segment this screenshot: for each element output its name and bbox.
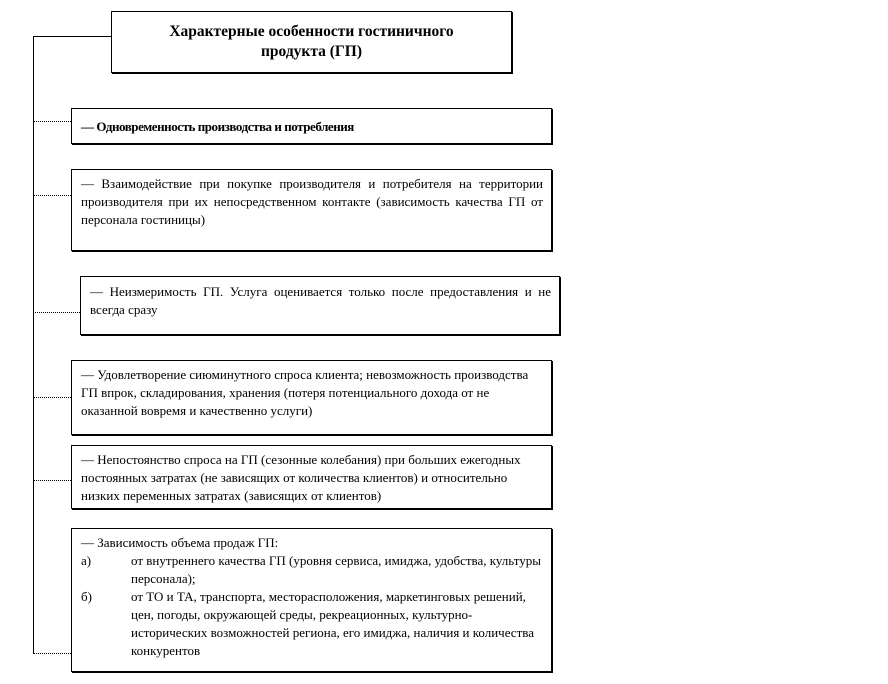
- feature-text: — Неизмеримость ГП. Услуга оценивается только после предоставления и не всегда сразу: [90, 284, 551, 317]
- feature-box-interaction: [71, 169, 552, 251]
- feature-box-sales-dependence: [71, 528, 552, 672]
- feature-box-perishability: [71, 360, 552, 435]
- connector-item-5: [33, 480, 71, 481]
- feature-box-intangibility: [80, 276, 560, 335]
- connector-item-2: [33, 195, 71, 196]
- sub-item-marker: б): [81, 589, 92, 604]
- feature-text: — Одновременность производства и потребления: [81, 119, 354, 134]
- sub-item-text: от внутреннего качества ГП (уровня сервиса, имиджа, удобства, культуры персонала);: [131, 553, 541, 586]
- feature-text: — Удовлетворение сиюминутного спроса клиента; невозможность производства ГП впрок, складирования, хранения (потеря потенциального дохода от не оказанной вовремя и качественно услуги): [81, 367, 529, 418]
- connector-item-6: [33, 653, 71, 654]
- connector-trunk: [33, 36, 34, 653]
- sub-item-marker: а): [81, 553, 92, 568]
- sub-item-b: [81, 588, 543, 660]
- feature-text: — Взаимодействие при покупке производителя и потребителя на территории производителя при их непосредственном контакте (зависимость качества ГП от персонала гостиницы): [81, 176, 543, 227]
- connector-item-3: [33, 312, 80, 313]
- connector-title: [33, 36, 111, 37]
- feature-box-simultaneity: [71, 108, 552, 144]
- feature-box-demand-variability: [71, 445, 552, 509]
- sub-item-a: [81, 552, 543, 588]
- connector-item-4: [33, 397, 71, 398]
- sub-item-text: от ТО и ТА, транспорта, месторасположения, маркетинговых решений, цен, погоды, окружающей среды, рекреационных, культурно-исторических возможностей региона, его имиджа, наличия и количества конкурентов: [131, 589, 534, 658]
- connector-item-1: [33, 121, 71, 122]
- feature-intro: — Зависимость объема продаж ГП:: [81, 535, 279, 550]
- feature-text: — Непостоянство спроса на ГП (сезонные колебания) при больших ежегодных постоянных затратах (не зависящих от количества клиентов) и относительно низких переменных затратах (зависящих от клиентов): [81, 452, 521, 503]
- diagram-title: Характерные особенности гостиничного продукта (ГП): [111, 11, 512, 73]
